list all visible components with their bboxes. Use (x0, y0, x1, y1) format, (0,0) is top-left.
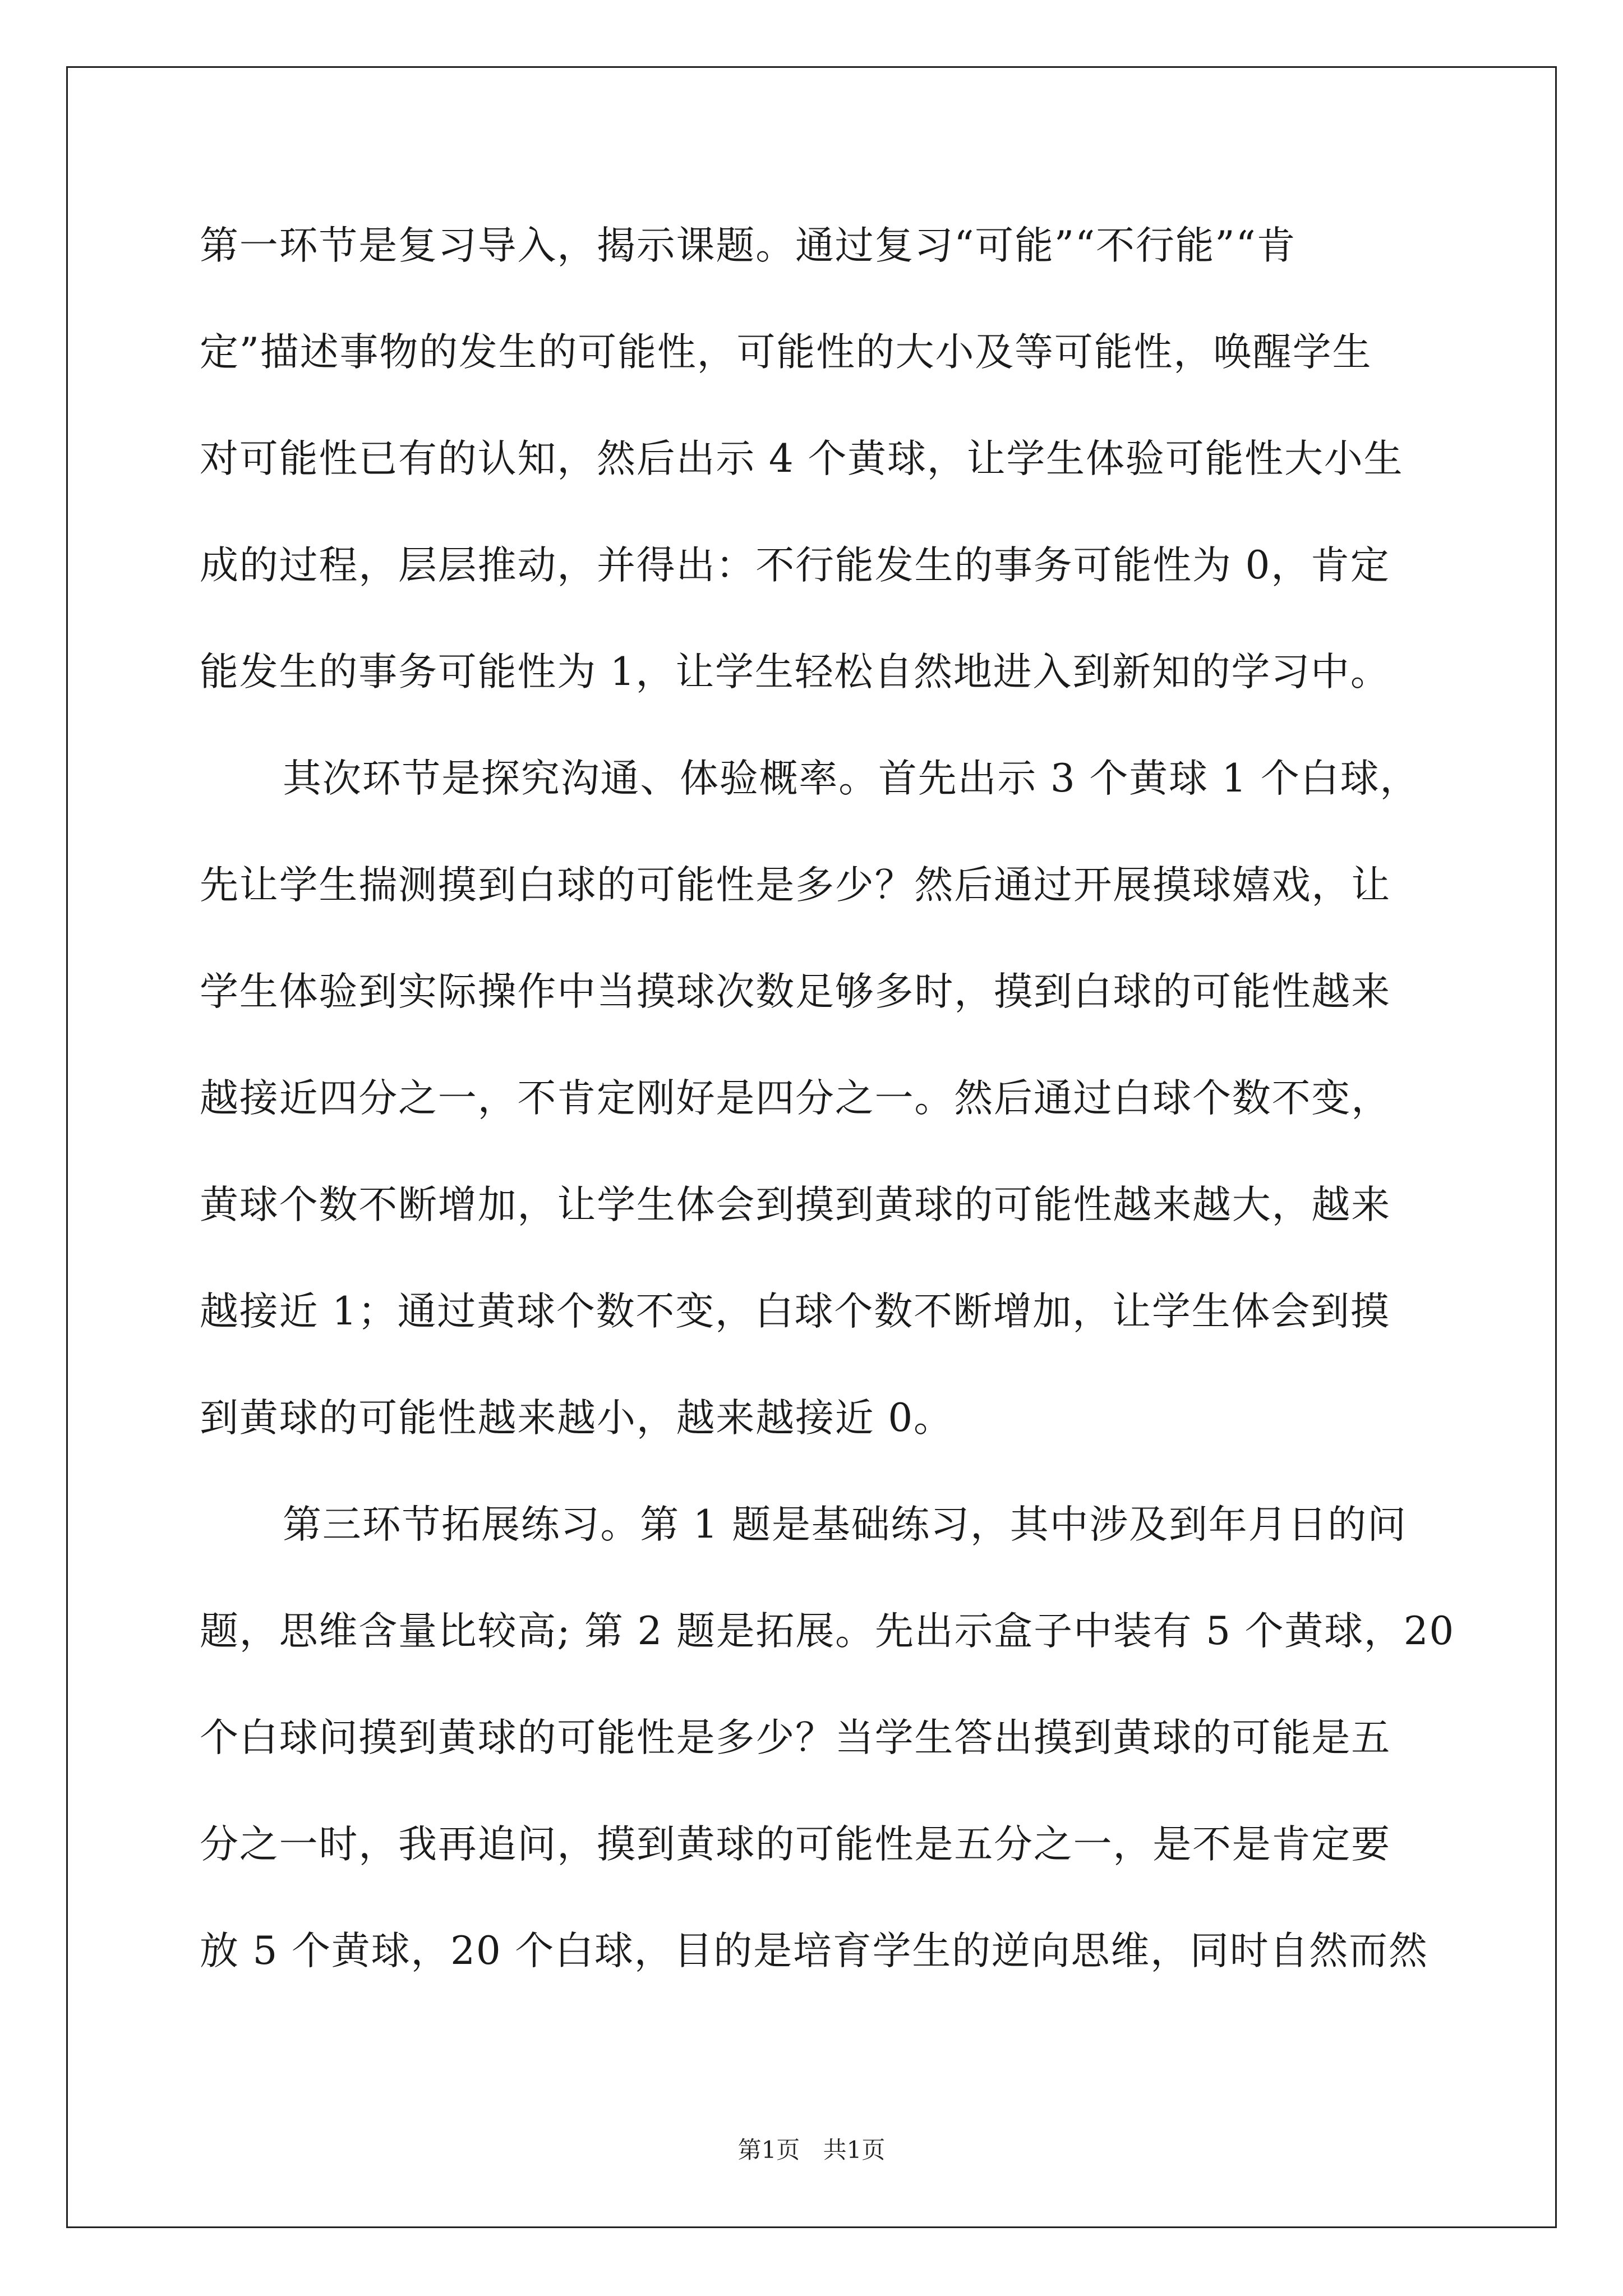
paragraph-2-line-7: 到黄球的可能性越来越小，越来越接近 0。 (200, 1396, 953, 1441)
paragraph-3-line-3: 个白球问摸到黄球的可能性是多少？当学生答出摸到黄球的可能是五 (200, 1715, 1391, 1760)
paragraph-3-line-1: 第三环节拓展练习。第 1 题是基础练习，其中涉及到年月日的问 (283, 1502, 1407, 1547)
paragraph-3-line-5: 放 5 个黄球，20 个白球，目的是培育学生的逆向思维，同时自然而然 (200, 1929, 1428, 1973)
paragraph-2-line-2: 先让学生揣测摸到白球的可能性是多少？然后通过开展摸球嬉戏，让 (200, 863, 1391, 908)
paragraph-1-line-5: 能发生的事务可能性为 1，让学生轻松自然地进入到新知的学习中。 (200, 650, 1390, 694)
paragraph-1-line-3: 对可能性已有的认知，然后出示 4 个黄球，让学生体验可能性大小生 (200, 436, 1404, 481)
paragraph-3-line-2: 题，思维含量比较高; 第 2 题是拓展。先出示盒子中装有 5 个黄球，20 (200, 1609, 1455, 1654)
document-body (200, 217, 1455, 2028)
paragraph-2-line-3: 学生体验到实际操作中当摸球次数足够多时，摸到白球的可能性越来 (200, 969, 1391, 1014)
page-footer (0, 2132, 1623, 2165)
paragraph-2-line-1: 其次环节是探究沟通、体验概率。首先出示 3 个黄球 1 个白球， (283, 756, 1420, 801)
paragraph-1-line-1: 第一环节是复习导入，揭示课题。通过复习“可能”“不行能”“肯 (200, 223, 1297, 268)
paragraph-1-line-4: 成的过程，层层推动，并得出：不行能发生的事务可能性为 0，肯定 (200, 543, 1390, 588)
page-number-total: 共1页 (823, 2136, 886, 2164)
paragraph-2-line-4: 越接近四分之一，不肯定刚好是四分之一。然后通过白球个数不变， (200, 1076, 1391, 1121)
page-number-current: 第1页 (737, 2136, 800, 2164)
paragraph-2-line-6: 越接近 1；通过黄球个数不变，白球个数不断增加，让学生体会到摸 (200, 1289, 1390, 1334)
paragraph-2-line-5: 黄球个数不断增加，让学生体会到摸到黄球的可能性越来越大，越来 (200, 1182, 1391, 1227)
paragraph-3-line-4: 分之一时，我再追问，摸到黄球的可能性是五分之一，是不是肯定要 (200, 1822, 1391, 1867)
paragraph-1-line-2: 定”描述事物的发生的可能性，可能性的大小及等可能性，唤醒学生 (200, 330, 1372, 375)
